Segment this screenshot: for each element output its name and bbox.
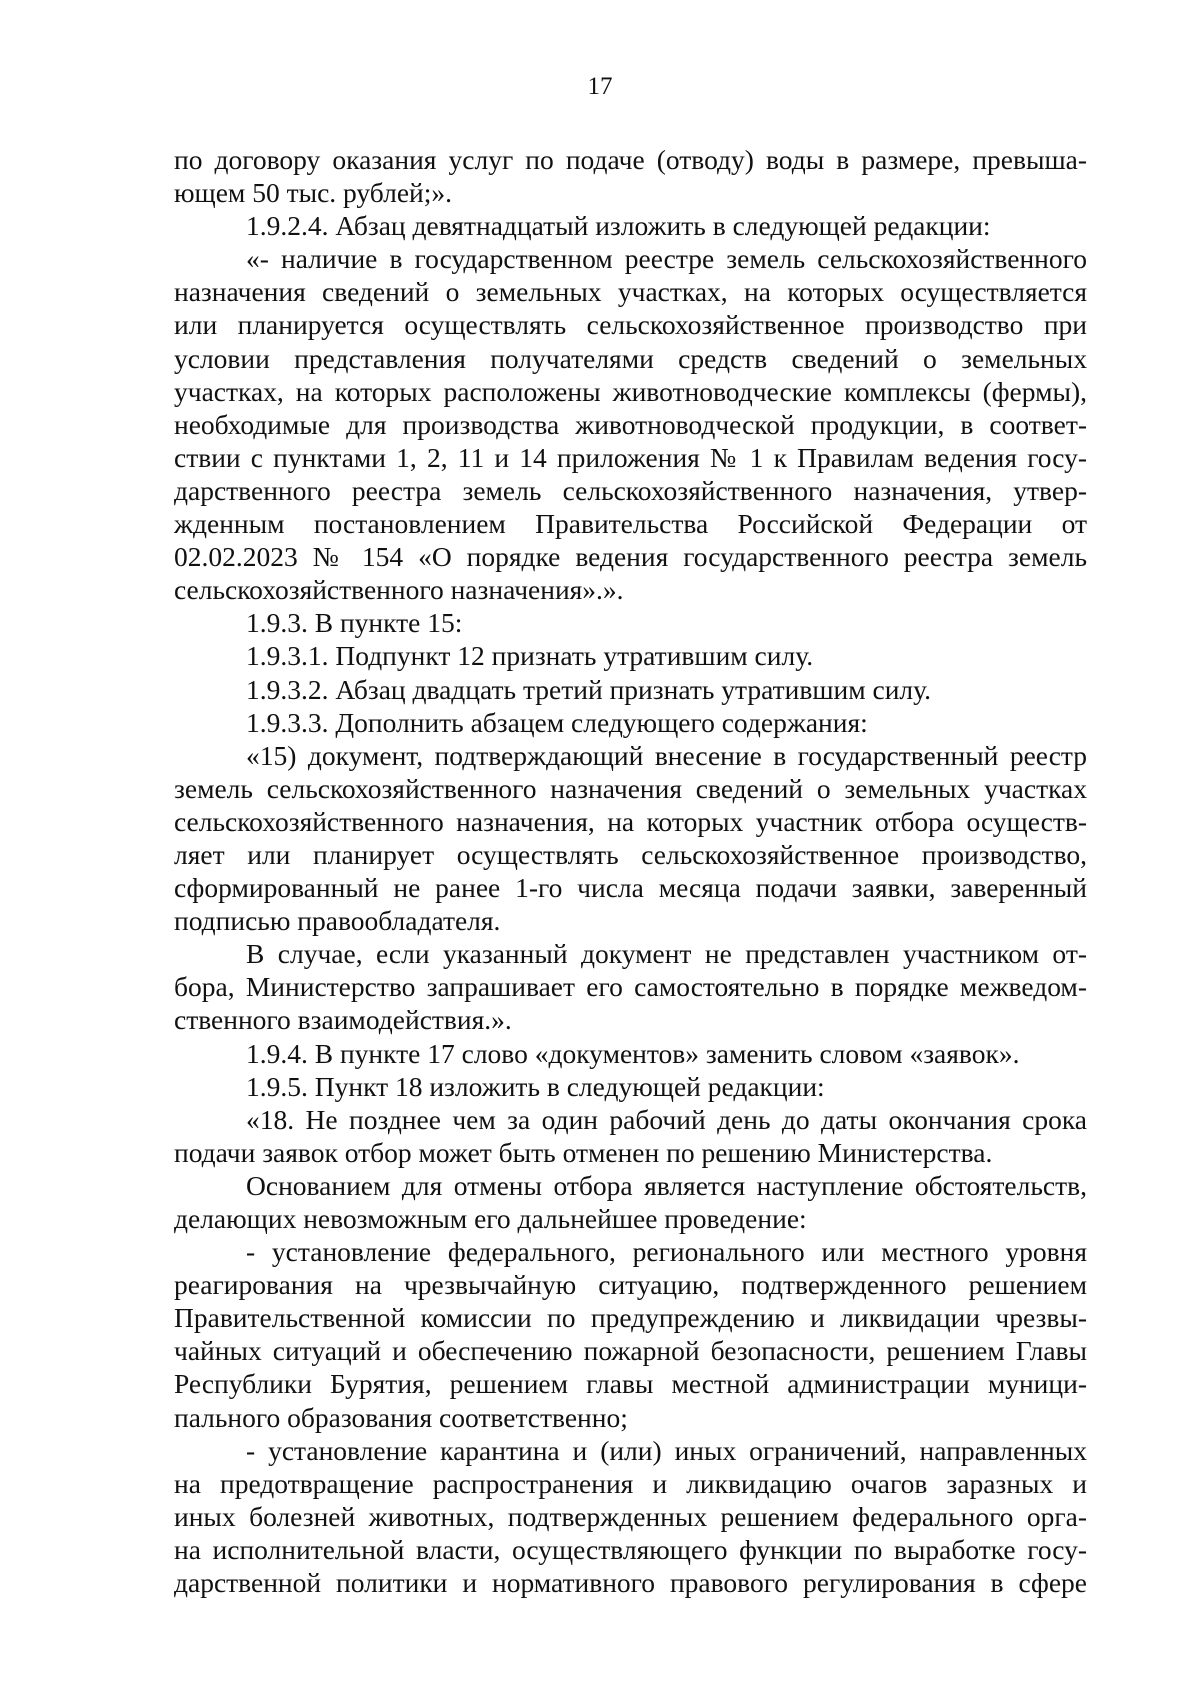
text-line: назначения сведений о земельных участках, на которых осуществляется	[174, 276, 1087, 308]
text-line: ющем 50 тыс. рублей;».	[174, 177, 453, 209]
text-line: - установление карантина и (или) иных ограничений, направленных	[246, 1434, 1087, 1466]
text-line: сельскохозяйственного назначения».».	[174, 574, 624, 606]
text-line: Основанием для отмены отбора является наступление обстоятельств,	[246, 1169, 1087, 1201]
text-line: 02.02.2023 № 154 «О порядке ведения государственного реестра земель	[174, 541, 1087, 573]
text-line: «15) документ, подтверждающий внесение в государственный реестр	[246, 739, 1087, 771]
text-line: дарственного реестра земель сельскохозяйственного назначения, утвер-	[174, 474, 1087, 506]
text-line: 1.9.2.4. Абзац девятнадцатый изложить в следующей редакции:	[246, 210, 991, 242]
text-line: дарственной политики и нормативного правового регулирования в сфере	[174, 1567, 1087, 1599]
text-line: «- наличие в государственном реестре земель сельскохозяйственного	[246, 243, 1087, 275]
text-line: 1.9.3.2. Абзац двадцать третий признать утратившим силу.	[246, 673, 932, 705]
text-line: 1.9.4. В пункте 17 слово «документов» заменить словом «заявок».	[246, 1037, 1020, 1069]
text-line: земель сельскохозяйственного назначения сведений о земельных участках	[174, 772, 1087, 804]
text-line: подачи заявок отбор может быть отменен по решению Министерства.	[174, 1136, 993, 1168]
text-line: - установление федерального, регионального или местного уровня	[246, 1236, 1087, 1268]
text-line: сформированный не ранее 1-го числа месяца подачи заявки, заверенный	[174, 872, 1087, 904]
text-line: чайных ситуаций и обеспечению пожарной безопасности, решением Главы	[174, 1335, 1087, 1367]
text-line: необходимые для производства животноводческой продукции, в соответ-	[174, 408, 1087, 440]
text-line: на исполнительной власти, осуществляющего функции по выработке госу-	[174, 1533, 1087, 1565]
text-line: реагирования на чрезвычайную ситуацию, подтвержденного решением	[174, 1269, 1087, 1301]
text-line: жденным постановлением Правительства Российской Федерации от	[174, 508, 1087, 540]
text-line: на предотвращение распространения и ликвидацию очагов заразных и	[174, 1467, 1087, 1499]
text-line: пального образования соответственно;	[174, 1401, 628, 1433]
text-line: 1.9.3. В пункте 15:	[246, 607, 463, 639]
text-line: бора, Министерство запрашивает его самостоятельно в порядке межведом-	[174, 971, 1087, 1003]
text-line: В случае, если указанный документ не представлен участником от-	[246, 938, 1087, 970]
text-line: «18. Не позднее чем за один рабочий день до даты окончания срока	[246, 1103, 1087, 1135]
text-line: по договору оказания услуг по подаче (отводу) воды в размере, превыша-	[174, 144, 1087, 175]
text-line: ствии с пунктами 1, 2, 11 и 14 приложения № 1 к Правилам ведения госу-	[174, 441, 1087, 473]
text-line: ляет или планирует осуществлять сельскохозяйственное производство,	[174, 838, 1087, 870]
text-line: 1.9.3.3. Дополнить абзацем следующего содержания:	[246, 706, 868, 738]
text-line: ственного взаимодействия.».	[174, 1004, 512, 1036]
text-line: делающих невозможным его дальнейшее проведение:	[174, 1203, 807, 1234]
text-line: Республики Бурятия, решением главы местной администрации муници-	[174, 1368, 1087, 1400]
text-line: 1.9.3.1. Подпункт 12 признать утратившим силу.	[246, 640, 814, 672]
text-line: сельскохозяйственного назначения, на которых участник отбора осуществ-	[174, 805, 1087, 837]
text-line: или планируется осуществлять сельскохозяйственное производство при	[174, 309, 1087, 341]
page-number: 17	[587, 73, 613, 100]
text-line: условии представления получателями средств сведений о земельных	[174, 342, 1087, 374]
document-body	[174, 143, 1087, 1599]
text-line: участках, на которых расположены животноводческие комплексы (фермы),	[174, 375, 1087, 407]
text-line: иных болезней животных, подтвержденных решением федерального орга-	[174, 1500, 1087, 1532]
text-line: подписью правообладателя.	[174, 905, 501, 937]
text-line: 1.9.5. Пункт 18 изложить в следующей редакции:	[246, 1070, 825, 1102]
text-line: Правительственной комиссии по предупреждению и ликвидации чрезвы-	[174, 1302, 1087, 1334]
